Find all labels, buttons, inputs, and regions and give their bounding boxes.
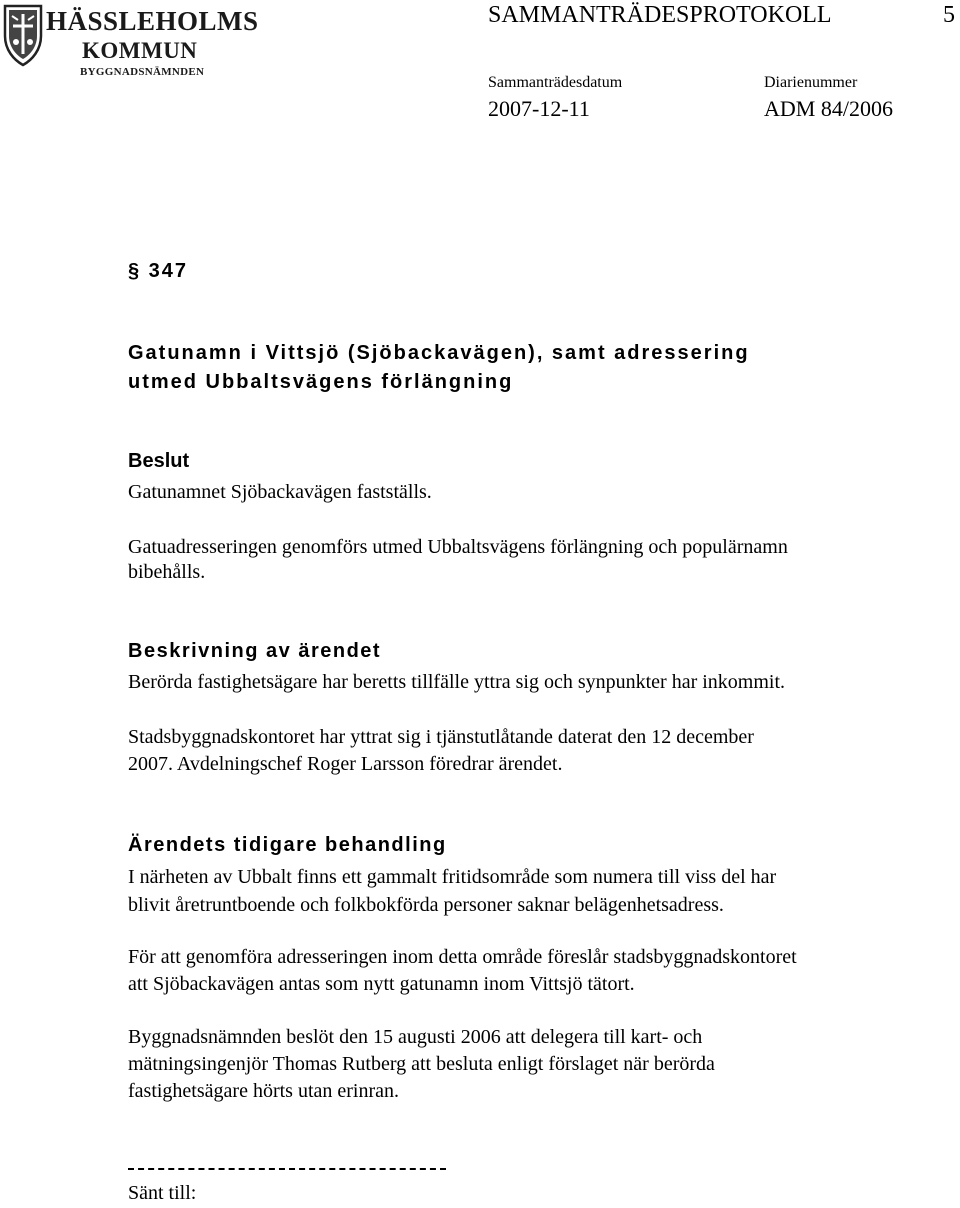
- beskrivning-line1: Berörda fastighetsägare har beretts tillfälle yttra sig och synpunkter har inkommit.: [128, 671, 786, 693]
- logo-kommun: KOMMUN: [82, 38, 198, 63]
- tidigare-p1-line2: blivit åretruntboende och folkbokförda personer saknar belägenhetsadress.: [128, 894, 724, 916]
- tidigare-p3-line3: fastighetsägare hörts utan erinran.: [128, 1080, 400, 1102]
- sent-to-label: Sänt till:: [128, 1182, 197, 1204]
- tidigare-heading: Ärendets tidigare behandling: [128, 834, 447, 856]
- document-type: SAMMANTRÄDESPROTOKOLL: [488, 2, 832, 28]
- coat-of-arms-icon: [2, 2, 44, 68]
- section-title-line1: Gatunamn i Vittsjö (Sjöbackavägen), samt adressering: [128, 342, 750, 364]
- diary-number-label: Diarienummer: [764, 74, 858, 91]
- tidigare-p2-line1: För att genomföra adresseringen inom detta område föreslår stadsbyggnadskontoret: [128, 946, 797, 968]
- page-number: 5: [943, 2, 955, 28]
- beskrivning-line2: Stadsbyggnadskontoret har yttrat sig i tjänstutlåtande daterat den 12 december: [128, 726, 754, 748]
- beslut-line2: Gatuadresseringen genomförs utmed Ubbaltsvägens förlängning och populärnamn: [128, 536, 788, 558]
- paragraph-number: § 347: [128, 260, 189, 282]
- diary-number-value: ADM 84/2006: [764, 96, 893, 121]
- tidigare-p2-line2: att Sjöbackavägen antas som nytt gatunamn inom Vittsjö tätort.: [128, 973, 635, 995]
- logo-committee: BYGGNADSNÄMNDEN: [80, 66, 205, 78]
- beslut-line1: Gatunamnet Sjöbackavägen fastställs.: [128, 481, 432, 503]
- beskrivning-line3: 2007. Avdelningschef Roger Larsson föredrar ärendet.: [128, 753, 563, 775]
- beskrivning-heading: Beskrivning av ärendet: [128, 640, 382, 662]
- meeting-date-value: 2007-12-11: [488, 96, 590, 121]
- logo-municipality-name: HÄSSLEHOLMS: [46, 6, 259, 36]
- beslut-heading: Beslut: [128, 450, 190, 472]
- municipality-logo: [0, 0, 259, 82]
- tidigare-p1-line1: I närheten av Ubbalt finns ett gammalt fritidsområde som numera till viss del har: [128, 866, 777, 888]
- separator-line: [128, 1168, 446, 1170]
- beslut-line3: bibehålls.: [128, 561, 206, 583]
- section-title-line2: utmed Ubbaltsvägens förlängning: [128, 371, 514, 393]
- tidigare-p3-line1: Byggnadsnämnden beslöt den 15 augusti 2006 att delegera till kart- och: [128, 1026, 703, 1048]
- tidigare-p3-line2: mätningsingenjör Thomas Rutberg att besluta enligt förslaget när berörda: [128, 1053, 715, 1075]
- meeting-date-label: Sammanträdesdatum: [488, 74, 623, 91]
